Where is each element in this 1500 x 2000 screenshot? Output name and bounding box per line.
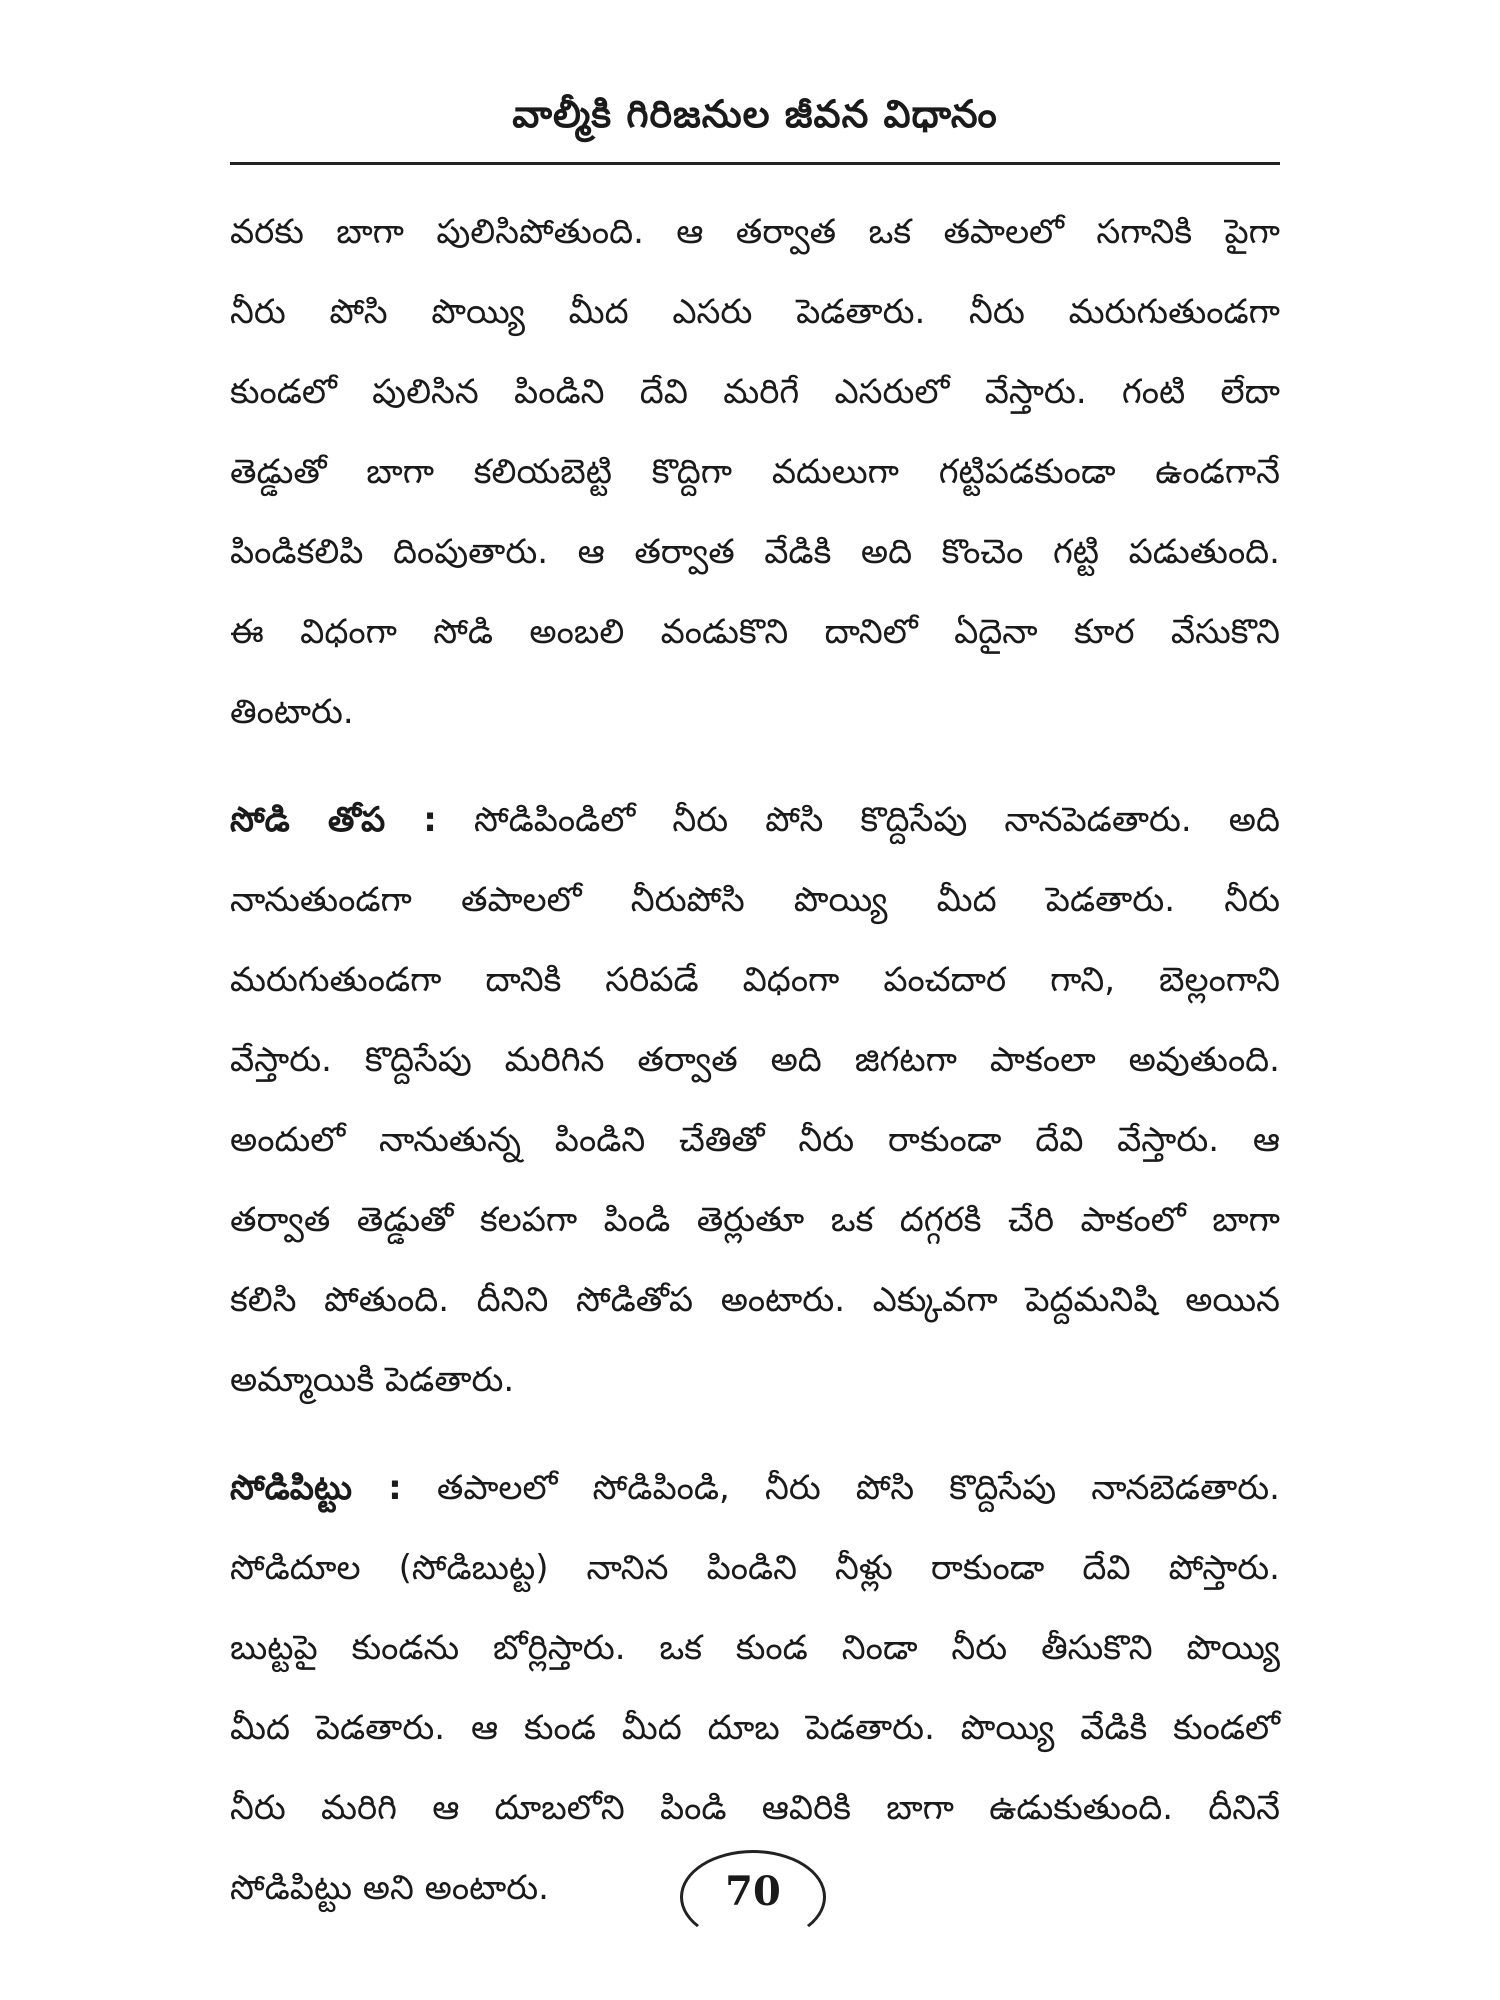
text-line: అందులో నానుతున్న పిండిని చేతితో నీరు రాకుండా దేవి వేస్తారు. ఆ [230, 1120, 1280, 1160]
page-number-badge [680, 1850, 826, 1944]
running-head: వాల్మీకి గిరిజనుల జీవన విధానం [512, 92, 998, 136]
text-line: నీరు పోసి పొయ్యి మీద ఎసరు పెడతారు. నీరు మరుగుతుండగా [230, 292, 1280, 332]
text-line: బుట్టపై కుండను బోర్లిస్తారు. ఒక కుండ నిండా నీరు తీసుకొని పొయ్యి [230, 1628, 1280, 1668]
text-line: తర్వాత తెడ్డుతో కలపగా పిండి తెర్లుతూ ఒక దగ్గరకి చేరి పాకంలో బాగా [230, 1200, 1280, 1240]
text-line [230, 1448, 1280, 1528]
text-line: సోడిపిట్టు అని అంటారు. [230, 1868, 549, 1908]
paragraph-ambali [230, 192, 1280, 752]
text-line: కలిసి పోతుంది. దీనిని సోడితోప అంటారు. ఎక్కువగా పెద్దమనిషి అయిన [230, 1280, 1280, 1320]
text-line: అమ్మాయికి పెడతారు. [230, 1360, 515, 1400]
text-line: వేస్తారు. కొద్దిసేపు మరిగిన తర్వాత అది జిగటగా పాకంలా అవుతుంది. [230, 1040, 1280, 1080]
paragraph-sodi-thopa [230, 780, 1280, 1420]
text-line: వరకు బాగా పులిసిపోతుంది. ఆ తర్వాత ఒక తపాలలో సగానికి పైగా [230, 212, 1280, 252]
line-text: తపాలలో సోడిపిండి, నీరు పోసి కొద్దిసేపు నానబెడతారు. [401, 1468, 1280, 1508]
text-line: కుండలో పులిసిన పిండిని దేవి మరిగే ఎసరులో వేస్తారు. గంటి లేదా [230, 372, 1280, 412]
body-text [230, 192, 1280, 1956]
text-line: తింటారు. [230, 692, 354, 732]
text-line: మరుగుతుండగా దానికి సరిపడే విధంగా పంచదార గాని, బెల్లంగాని [230, 960, 1280, 1000]
line-text: సోడిపిండిలో నీరు పోసి కొద్దిసేపు నానపెడతారు. అది [436, 800, 1280, 840]
text-line: మీద పెడతారు. ఆ కుండ మీద దూబ పెడతారు. పొయ్యి వేడికి కుండలో [230, 1708, 1280, 1748]
text-line [230, 780, 1280, 860]
paragraph-term: సోడిపిట్టు : [230, 1468, 402, 1508]
text-line: తెడ్డుతో బాగా కలియబెట్టి కొద్దిగా వదులుగా గట్టిపడకుండా ఉండగానే [230, 452, 1280, 492]
paragraph-term: సోడి తోప : [230, 800, 437, 840]
text-line: సోడిదూల (సోడిబుట్ట) నానిన పిండిని నీళ్లు రాకుండా దేవి పోస్తారు. [230, 1548, 1280, 1588]
page-number: 70 [725, 1868, 781, 1915]
text-line: నానుతుండగా తపాలలో నీరుపోసి పొయ్యి మీద పెడతారు. నీరు [230, 880, 1280, 920]
text-line: ఈ విధంగా సోడి అంబలి వండుకొని దానిలో ఏదైనా కూర వేసుకొని [230, 612, 1280, 652]
text-line: నీరు మరిగి ఆ దూబలోని పిండి ఆవిరికి బాగా ఉడుకుతుంది. దీనినే [230, 1788, 1280, 1828]
text-line: పిండికలిపి దింపుతారు. ఆ తర్వాత వేడికి అది కొంచెం గట్టి పడుతుంది. [230, 532, 1280, 572]
header-rule [230, 162, 1280, 165]
